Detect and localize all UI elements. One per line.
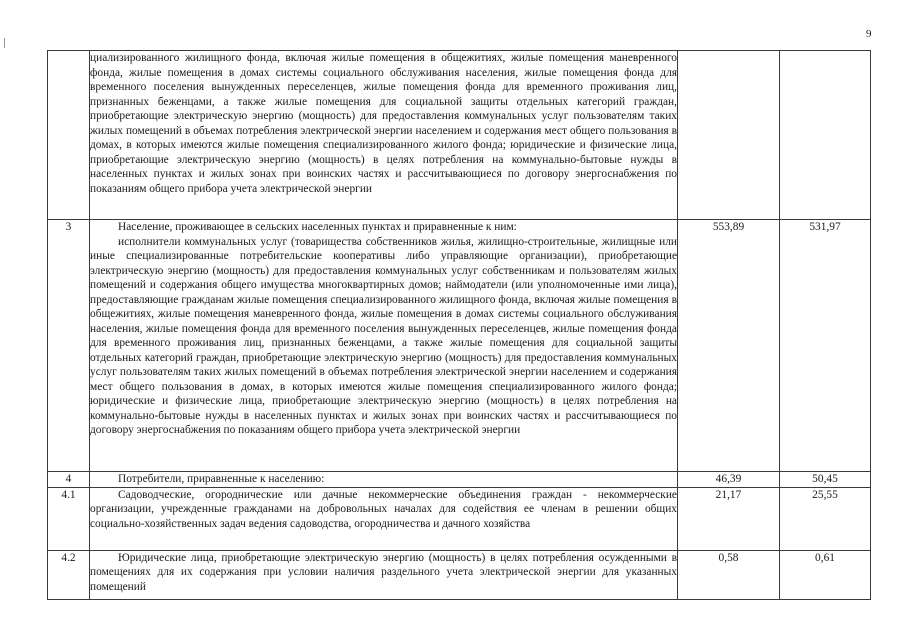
row-number: 3 [48, 220, 90, 472]
tariff-value-1: 46,39 [678, 472, 780, 488]
row-text: Потребители, приравненные к населению: [118, 473, 325, 485]
row-description [90, 51, 678, 220]
row-number [48, 51, 90, 220]
tariff-value-1: 21,17 [678, 487, 780, 550]
page-number: 9 [866, 28, 872, 40]
row-text: исполнители коммунальных услуг (товарищества собственников жилья, жилищно-строительные, жилищные или иные специализированные потребительские кооперативы либо управляющие организации), приобретающие электрическую энергию (мощность) для предоставления коммунальных услуг собственникам и пользователям жилых помещений и содержания общего имущества многоквартирных домов; наймодатели (или уполномоченные ими лица), предоставляющие гражданам жилые помещения специализированного жилищного фонда, включая жилые помещения в общежитиях, жилые помещения маневренного фонда, жилые помещения в домах системы социального обслуживания населения, жилые помещения фонда для временного поселения вынужденных переселенцев, жилые помещения фонда для временного проживания лиц, признанных беженцами, а также жилые помещения для социальной защиты отдельных категорий граждан, приобретающие электрическую энергию (мощность) для предоставления коммунальных услуг пользователям таких жилых помещений в объемах потребления электрической энергии населением и содержания мест общего пользования в домах, в которых имеются жилые помещения специализированного жилого фонда; юридические и физические лица, приобретающие электрическую энергию (мощность) в целях потребления на коммунально-бытовые нужды в населенных пунктах и жилых зонах при воинских частях и рассчитывающиеся по договору энергоснабжения по показаниям общего прибора учета электрической энергии [90, 235, 677, 436]
tariff-value-2: 0,61 [780, 550, 871, 599]
row-description [90, 220, 678, 472]
row-number: 4 [48, 472, 90, 488]
table-row [48, 472, 871, 488]
table-row [48, 220, 871, 472]
row-description [90, 487, 678, 550]
tariff-value-1: 0,58 [678, 550, 780, 599]
row-text: Садоводческие, огороднические или дачные некоммерческие объединения граждан - некоммерческие организации, учрежденные гражданами на добровольных началах для содействия ее членам в решении общих социально-хозяйственных задач ведения садоводства, огородничества и дачного хозяйства [90, 488, 677, 530]
row-description [90, 550, 678, 599]
tariff-value-2 [780, 51, 871, 220]
row-text: циализированного жилищного фонда, включая жилые помещения в общежитиях, жилые помещения маневренного фонда, жилые помещения в домах системы социального обслуживания населения, жилые помещения фонда для временного поселения вынужденных переселенцев, жилые помещения фонда для временного проживания лиц, признанных беженцами, а также жилые помещения для социальной защиты отдельных категорий граждан, приобретающие электрическую энергию (мощность) для предоставления коммунальных услуг пользователям таких жилых помещений в объемах потребления электрической энергии населением и содержания мест общего пользования в домах, в которых имеются жилые помещения специализированного жилого фонда; юридические и физические лица, приобретающие электрическую энергию (мощность) в целях потребления на коммунально-бытовые нужды в населенных пунктах и жилых зонах при воинских частях и рассчитывающиеся по договору энергоснабжения по показаниям общего прибора учета электрической энергии [90, 52, 677, 195]
row-number: 4.2 [48, 550, 90, 599]
margin-mark [4, 38, 5, 48]
row-text: Юридические лица, приобретающие электрическую энергию (мощность) в целях потребления осужденными в помещениях для их содержания при условии наличия раздельного учета электрической энергии для указанных помещений [90, 551, 677, 593]
row-heading: Население, проживающее в сельских населенных пунктах и приравненные к ним: [118, 221, 517, 233]
table-row [48, 550, 871, 599]
tariff-value-2: 531,97 [780, 220, 871, 472]
tariff-value-2: 50,45 [780, 472, 871, 488]
table-row [48, 487, 871, 550]
table-row [48, 51, 871, 220]
row-number: 4.1 [48, 487, 90, 550]
tariff-value-1 [678, 51, 780, 220]
row-description [90, 472, 678, 488]
tariff-table [47, 50, 871, 600]
tariff-value-1: 553,89 [678, 220, 780, 472]
tariff-value-2: 25,55 [780, 487, 871, 550]
